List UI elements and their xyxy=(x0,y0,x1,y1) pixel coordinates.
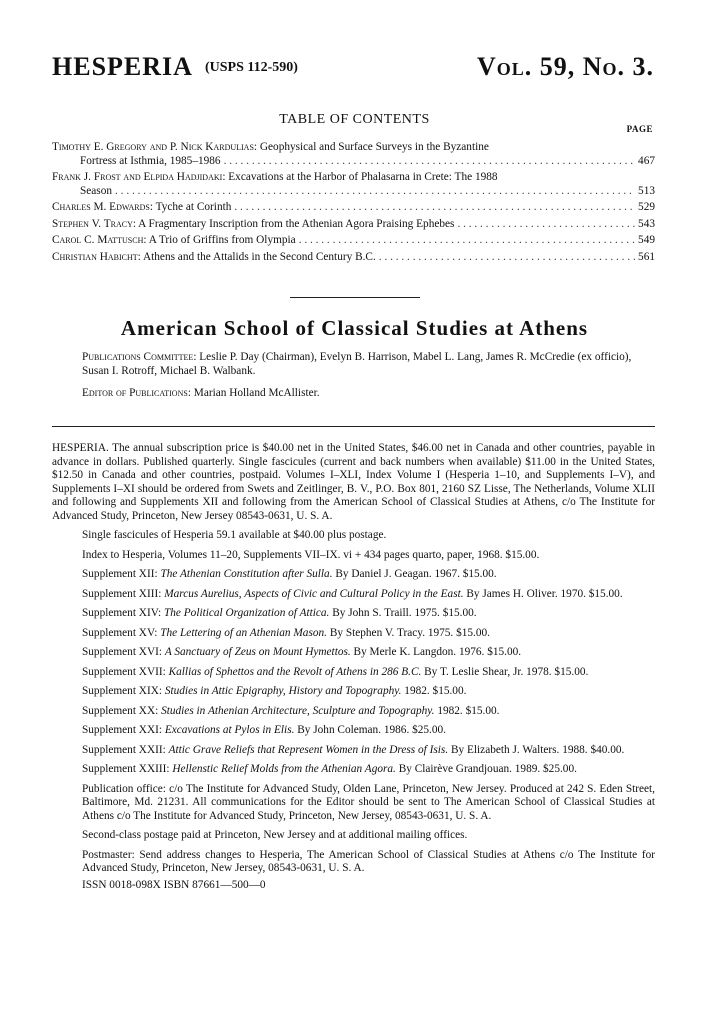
supplement-item[interactable]: Supplement XIX: Studies in Attic Epigraphy, History and Topography. 1982. $15.00. xyxy=(82,685,467,697)
toc-title-line: : Tyche at Corinth xyxy=(149,201,232,213)
toc-page: 529 xyxy=(638,201,655,213)
toc-authors: Carol C. Mattusch xyxy=(52,234,144,246)
supplement-item[interactable]: Supplement XVII: Kallias of Sphettos and the Revolt of Athens in 286 B.C. By T. Leslie Shear, Jr. 1978. $15.00. xyxy=(82,665,589,678)
toc-page: 543 xyxy=(638,217,655,230)
supplement-title: Excavations at Pylos in Elis. xyxy=(164,724,295,736)
toc-entry[interactable] xyxy=(52,201,655,215)
supplement-item[interactable]: Supplement XIV: The Political Organization of Attica. By John S. Traill. 1975. $15.00. xyxy=(82,607,477,619)
toc-title-line: : A Trio of Griffins from Olympia xyxy=(143,234,296,246)
toc-authors: Charles M. Edwards xyxy=(52,201,150,213)
volume-number: Vol. 59, No. 3. xyxy=(476,52,654,81)
supplement-title: A Sanctuary of Zeus on Mount Hymettos. xyxy=(164,646,351,658)
toc-page-label: PAGE xyxy=(626,124,653,134)
supplement-title: The Political Organization of Attica. xyxy=(164,607,330,619)
committee-label: Publications Committee xyxy=(82,351,194,363)
issn-isbn: ISSN 0018-098X ISBN 87661—500—0 xyxy=(82,878,266,891)
single-fascicules: Single fascicules of Hesperia 59.1 available at $40.00 plus postage. xyxy=(82,529,387,541)
supplement-item[interactable]: Supplement XV: The Lettering of an Athenian Mason. By Stephen V. Tracy. 1975. $15.00. xyxy=(82,626,490,639)
toc-page: 549 xyxy=(638,234,655,246)
index-volume: Index to Hesperia, Volumes 11–20, Supplements VII–IX. vi + 434 pages quarto, paper, 1968. $15.00. xyxy=(82,548,540,561)
editor-line xyxy=(82,387,320,399)
supplement-item[interactable]: Supplement XXII: Attic Grave Reliefs that Represent Women in the Dress of Isis. By Elizabeth J. Walters. 1988. $40.00. xyxy=(82,743,625,756)
supplement-title: Kallias of Sphettos and the Revolt of Athens in 286 B.C. xyxy=(168,665,422,678)
second-class-postage: Second-class postage paid at Princeton, New Jersey and at additional mailing offices. xyxy=(82,829,468,841)
toc-page: 513 xyxy=(638,184,655,197)
school-name: American School of Classical Studies at Athens xyxy=(120,316,589,340)
supplement-item[interactable]: Supplement XXIII: Hellenstic Relief Molds from the Athenian Agora. By Clairève Grandjouan. 1989. $25.00. xyxy=(82,763,577,775)
toc-authors: Christian Habicht xyxy=(52,250,138,263)
usps-number: (USPS 112-590) xyxy=(205,60,298,75)
supplement-title: Attic Grave Reliefs that Represent Women in the Dress of Isis. xyxy=(168,743,449,756)
toc-page: 467 xyxy=(638,154,655,167)
divider xyxy=(290,297,420,298)
toc-page: 561 xyxy=(638,250,655,263)
toc-title-line: : Geophysical and Surface Surveys in the Byzantine xyxy=(253,141,489,153)
toc-title-line: : Athens and the Attalids in the Second Century B.C. xyxy=(137,250,376,263)
supplement-item[interactable]: Supplement XII: The Athenian Constitution after Sulla. By Daniel J. Geagan. 1967. $15.00. xyxy=(82,568,497,580)
toc-entry[interactable] xyxy=(52,171,655,198)
toc-title-cont: Fortress at Isthmia, 1985–1986 xyxy=(80,154,221,167)
table-of-contents xyxy=(52,141,655,267)
editor-name: : Marian Holland McAllister. xyxy=(187,387,320,399)
supplement-title: Hellenstic Relief Molds from the Athenian Agora. xyxy=(172,763,396,775)
toc-entry[interactable] xyxy=(52,218,655,232)
publication-office: Publication office: c/o The Institute for Advanced Study, Olden Lane, Princeton, New Jersey. Produced at 242 S. Eden Street, Baltimore, Md. 21231. All communications for the Editor should be sent to The American School of Classical Studies at Athens c/o The Institute for Advanced Study, Princeton, New Jersey, 08543-0631, U. S. A. xyxy=(82,782,655,822)
toc-entry[interactable] xyxy=(52,141,655,168)
editor-label: Editor of Publications xyxy=(82,387,188,399)
supplement-item[interactable]: Supplement XVI: A Sanctuary of Zeus on Mount Hymettos. By Merle K. Langdon. 1976. $15.00. xyxy=(82,646,522,658)
supplement-item[interactable]: Supplement XXI: Excavations at Pylos in Elis. By John Coleman. 1986. $25.00. xyxy=(82,724,446,736)
supplement-title: Studies in Athenian Architecture, Sculpture and Topography. xyxy=(161,704,435,717)
supplement-item[interactable]: Supplement XIII: Marcus Aurelius, Aspects of Civic and Cultural Policy in the East. By James H. Oliver. 1970. $15.00. xyxy=(82,587,623,600)
toc-title-line: : Excavations at the Harbor of Phalasarna in Crete: The 1988 xyxy=(222,171,498,183)
postmaster-notice: Postmaster: Send address changes to Hesperia, The American School of Classical Studies at Athens c/o The Institute for Advanced Study, Princeton, New Jersey, 08543-0631, U. S. A. xyxy=(82,848,655,874)
toc-entry[interactable] xyxy=(52,234,655,248)
toc-heading: TABLE OF CONTENTS xyxy=(279,112,430,127)
divider xyxy=(52,426,655,427)
subscription-info xyxy=(52,442,655,898)
supplement-item[interactable]: Supplement XX: Studies in Athenian Architecture, Sculpture and Topography. 1982. $15.00. xyxy=(82,704,500,717)
publications-committee xyxy=(82,350,655,378)
toc-title-cont: Season xyxy=(80,184,113,197)
supplement-title: Studies in Attic Epigraphy, History and Topography. xyxy=(164,685,402,697)
toc-title-line: : A Fragmentary Inscription from the Athenian Agora Praising Ephebes xyxy=(132,217,455,230)
supplement-title: Marcus Aurelius, Aspects of Civic and Cultural Policy in the East. xyxy=(164,587,464,600)
committee-members: : Leslie P. Day (Chairman), Evelyn B. Harrison, Mabel L. Lang, James R. McCredie (ex officio), Susan I. Rotroff, Michael B. Walbank. xyxy=(82,351,632,377)
supplement-title: The Lettering of an Athenian Mason. xyxy=(160,626,327,639)
subscription-paragraph: HESPERIA. The annual subscription price is $40.00 net in the United States, $46.00 net in Canada and other countries, payable in advance in dollars. Published quarterly. Single fascicules (current and back numbers when available) $11.00 in the United States, $12.50 in Canada and other countries, postpaid. Volumes I–XLI, Index Volume I (Hesperia 1–10, and Supplements I–V), and Supplements I–XI should be ordered from Swets and Zeitlinger, B. V., P.O. Box 801, 2160 SZ Lisse, The Netherlands, Volume XLII and following and Supplements XII and following from the American School of Classical Studies at Athens, c/o The Institute for Advanced Study, Princeton, New Jersey 08543-0631, U. S. A. xyxy=(52,442,655,522)
supplement-title: The Athenian Constitution after Sulla. xyxy=(160,568,333,580)
journal-title: HESPERIA xyxy=(52,52,193,81)
toc-entry[interactable] xyxy=(52,251,655,265)
toc-authors: Frank J. Frost and Elpida Hadjidaki xyxy=(52,171,223,183)
toc-authors: Timothy E. Gregory and P. Nick Kardulias xyxy=(52,141,254,153)
toc-authors: Stephen V. Tracy xyxy=(52,217,133,230)
